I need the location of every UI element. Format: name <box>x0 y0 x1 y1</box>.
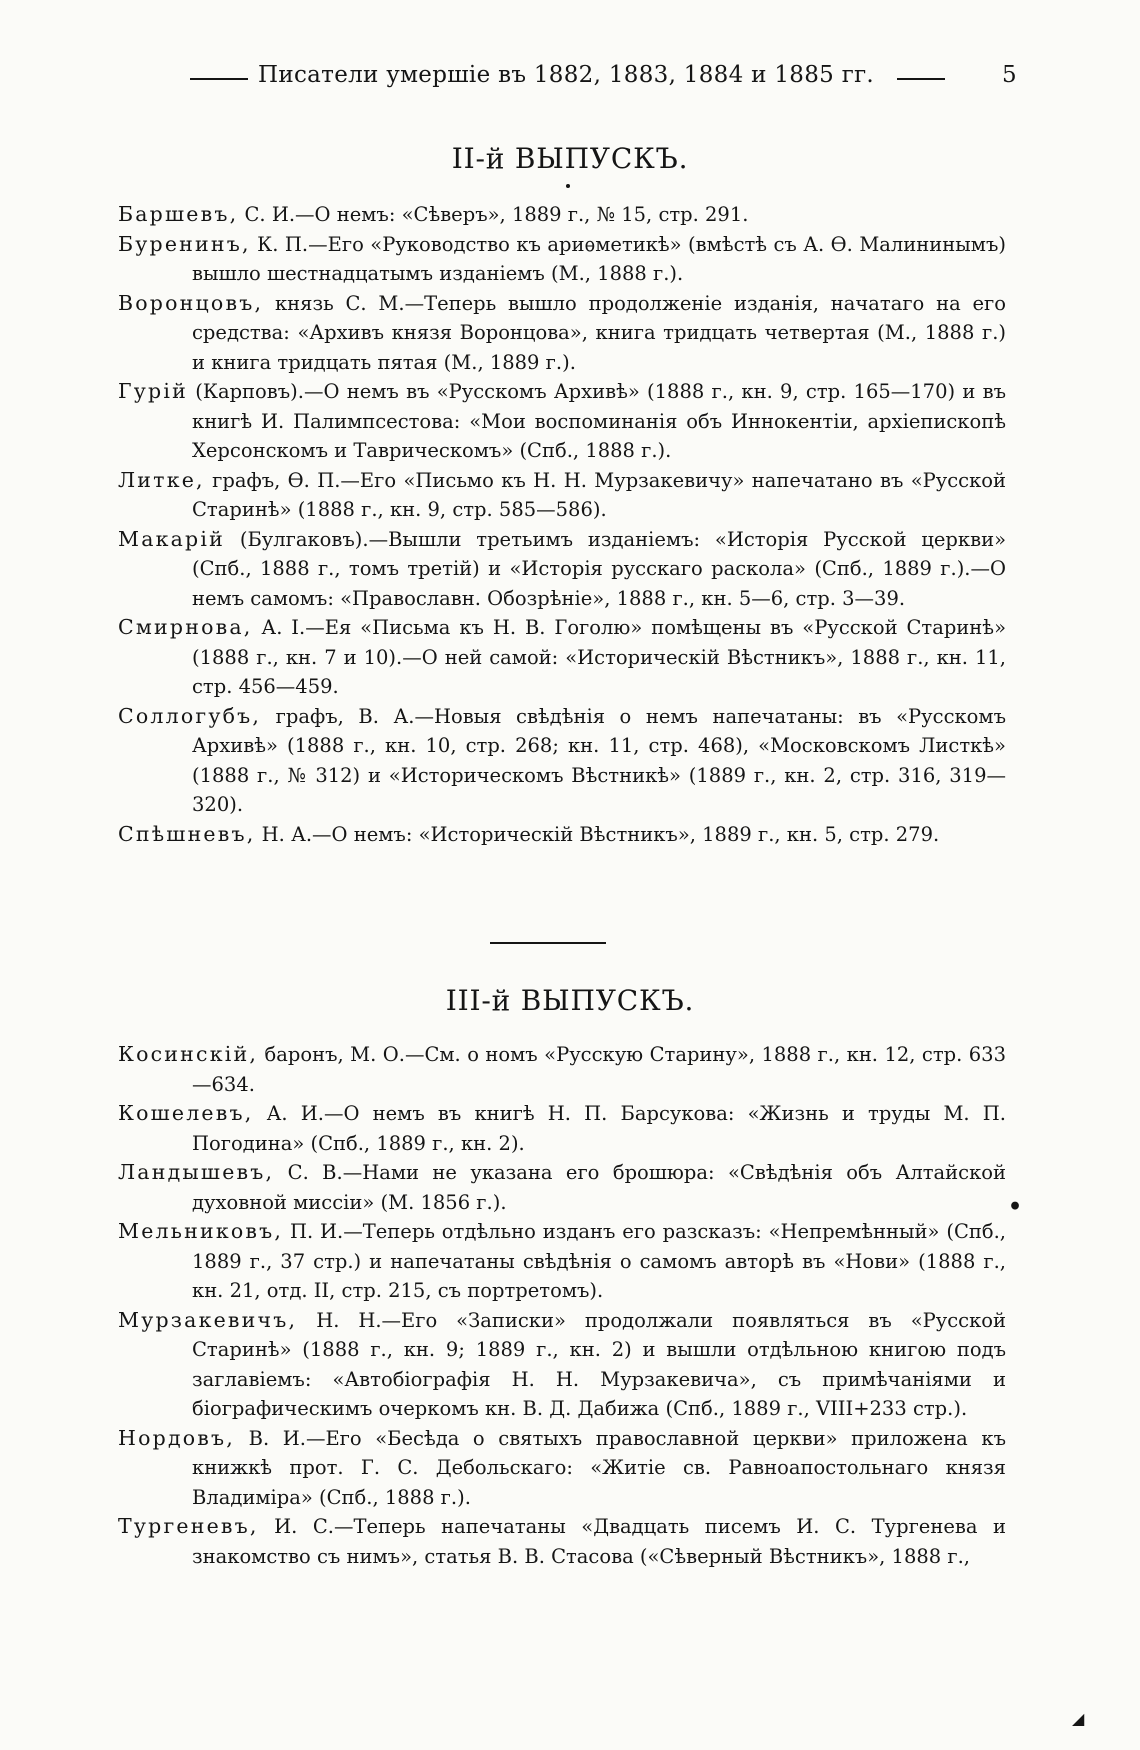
entry-text: Н. Н.—Его «Записки» продолжали появляться въ «Русской Старинѣ» (1888 г., кн. 9; 1889 г., кн. 2) и вышли отдѣльною книгою подъ заглавіемъ: «Автобіографія Н. Н. Мурзакевича», съ примѣчаніями и біографическимъ очеркомъ кн. В. Д. Дабижа (Спб., 1889 г., VIII+233 стр.). <box>192 1308 1006 1420</box>
bibliography-entry <box>118 1306 1006 1424</box>
entry-text: С. В.—Нами не указана его брошюра: «Свѣдѣнія объ Алтайской духовной миссіи» (М. 1856 г.). <box>192 1161 1006 1214</box>
bibliography-entry <box>118 525 1006 614</box>
entry-author-name: Гурій <box>118 379 188 403</box>
entry-text: В. И.—Его «Бесѣда о святыхъ православной церкви» приложена къ книжкѣ прот. Г. С. Дебольскаго: «Житіе св. Равноапостольнаго князя Владиміра» (Спб., 1888 г.). <box>192 1426 1006 1509</box>
entry-text: баронъ, М. О.—См. о номъ «Русскую Старину», 1888 г., кн. 12, стр. 633—634. <box>192 1043 1006 1096</box>
entry-author-name: Косинскій, <box>118 1042 259 1066</box>
bibliography-entry <box>118 1099 1006 1158</box>
bibliography-entry <box>118 377 1006 466</box>
entries-section-3 <box>118 1040 1006 1571</box>
entry-author-name: Ландышевъ, <box>118 1160 275 1184</box>
ink-mark: • <box>1008 1194 1023 1220</box>
bibliography-entry <box>118 613 1006 702</box>
entry-author-name: Литке, <box>118 467 205 492</box>
entry-text: П. И.—Теперь отдѣльно изданъ его разсказъ: «Непремѣнный» (Спб., 1889 г., 37 стр.) и напечатаны свѣдѣнія о самомъ авторѣ въ «Нови» (1888 г., кн. 21, отд. II, стр. 215, съ портретомъ). <box>192 1220 1006 1302</box>
entry-text: (Булгаковъ).—Вышли третьимъ изданіемъ: «Исторія Русской церкви» (Спб., 1888 г., томъ третій) и «Исторія русскаго раскола» (Спб., 1889 г.).—О немъ самомъ: «Православн. Обозрѣніе», 1888 г., кн. 5—6, стр. 3—39. <box>192 527 1006 610</box>
section-heading-3: III-й ВЫПУСКЪ. <box>445 984 695 1017</box>
ink-speck: ◢ <box>1072 1709 1085 1728</box>
bibliography-entry <box>118 466 1006 525</box>
entry-author-name: Тургеневъ, <box>118 1514 259 1538</box>
entry-text: А. И.—О немъ въ книгѣ Н. П. Барсукова: «Жизнь и труды М. П. Погодина» (Спб., 1889 г., кн. 2). <box>192 1102 1006 1155</box>
entry-text: С. И.—О немъ: «Сѣверъ», 1889 г., № 15, стр. 291. <box>238 203 749 226</box>
bibliography-entry <box>118 200 1006 230</box>
bibliography-entry <box>118 702 1006 820</box>
running-head-title: Писатели умершіе въ 1882, 1883, 1884 и 1885 гг. <box>258 62 875 88</box>
entry-author-name: Кошелевъ, <box>118 1101 254 1125</box>
ornament-dot <box>566 184 570 188</box>
entry-author-name: Соллогубъ, <box>118 703 262 728</box>
bibliography-entry <box>118 1424 1006 1513</box>
entry-text: Н. А.—О немъ: «Историческій Вѣстникъ», 1889 г., кн. 5, стр. 279. <box>255 822 940 846</box>
entry-text: графъ, Ѳ. П.—Его «Письмо къ Н. Н. Мурзакевичу» напечатано въ «Русской Старинѣ» (1888 г., кн. 9, стр. 585—586). <box>192 468 1006 521</box>
entries-section-2 <box>118 200 1006 849</box>
bibliography-entry <box>118 230 1006 289</box>
bibliography-entry <box>118 1217 1006 1306</box>
entry-text: А. I.—Ея «Письма къ Н. В. Гоголю» помѣщены въ «Русской Старинѣ» (1888 г., кн. 7 и 10).—О ней самой: «Историческій Вѣстникъ», 1888 г., кн. 11, стр. 456—459. <box>192 616 1006 698</box>
entry-author-name: Нордовъ, <box>118 1425 236 1450</box>
header-rule-right <box>897 78 945 80</box>
entry-author-name: Макарій <box>118 526 225 551</box>
section-heading-2: II-й ВЫПУСКЪ. <box>451 142 689 175</box>
entry-text: К. П.—Его «Руководство къ ариѳметикѣ» (вмѣстѣ съ А. Ѳ. Малининымъ) вышло шестнадцатымъ изданіемъ (М., 1888 г.). <box>192 232 1006 285</box>
entry-author-name: Мельниковъ, <box>118 1219 284 1243</box>
entry-author-name: Мурзакевичъ, <box>118 1307 298 1332</box>
entry-text: И. С.—Теперь напечатаны «Двадцать писемъ И. С. Тургенева и знакомство съ нимъ», статья В. В. Стасова («Сѣверный Вѣстникъ», 1888 г., <box>192 1515 1006 1568</box>
bibliography-entry <box>118 820 1006 850</box>
bibliography-entry <box>118 1158 1006 1217</box>
bibliography-entry <box>118 1512 1006 1571</box>
bibliography-entry <box>118 1040 1006 1099</box>
page-number: 5 <box>1002 62 1017 88</box>
bibliography-entry <box>118 289 1006 378</box>
entry-author-name: Спѣшневъ, <box>118 821 256 846</box>
running-head <box>190 62 1017 98</box>
entry-author-name: Воронцовъ, <box>118 290 264 315</box>
header-rule-left <box>190 78 248 80</box>
entry-text: графъ, В. А.—Новыя свѣдѣнія о немъ напечатаны: въ «Русскомъ Архивѣ» (1888 г., кн. 10, стр. 268; кн. 11, стр. 468), «Московскомъ Листкѣ» (1888 г., № 312) и «Историческомъ Вѣстникѣ» (1889 г., кн. 2, стр. 316, 319—320). <box>192 704 1006 816</box>
entry-author-name: Буренинъ, <box>118 231 251 256</box>
section-divider <box>490 942 606 944</box>
entry-text: князь С. М.—Теперь вышло продолженіе изданія, начатаго на его средства: «Архивъ князя Воронцова», книга тридцать четвертая (М., 1888 г.) и книга тридцать пятая (М., 1889 г.). <box>192 291 1006 374</box>
entry-text: (Карповъ).—О немъ въ «Русскомъ Архивѣ» (1888 г., кн. 9, стр. 165—170) и въ книгѣ И. Палимпсестова: «Мои воспоминанія объ Иннокентіи, архіепископѣ Херсонскомъ и Таврическомъ» (Спб., 1888 г.). <box>187 380 1006 462</box>
entry-author-name: Баршевъ, <box>118 202 239 226</box>
entry-author-name: Смирнова, <box>118 615 253 639</box>
